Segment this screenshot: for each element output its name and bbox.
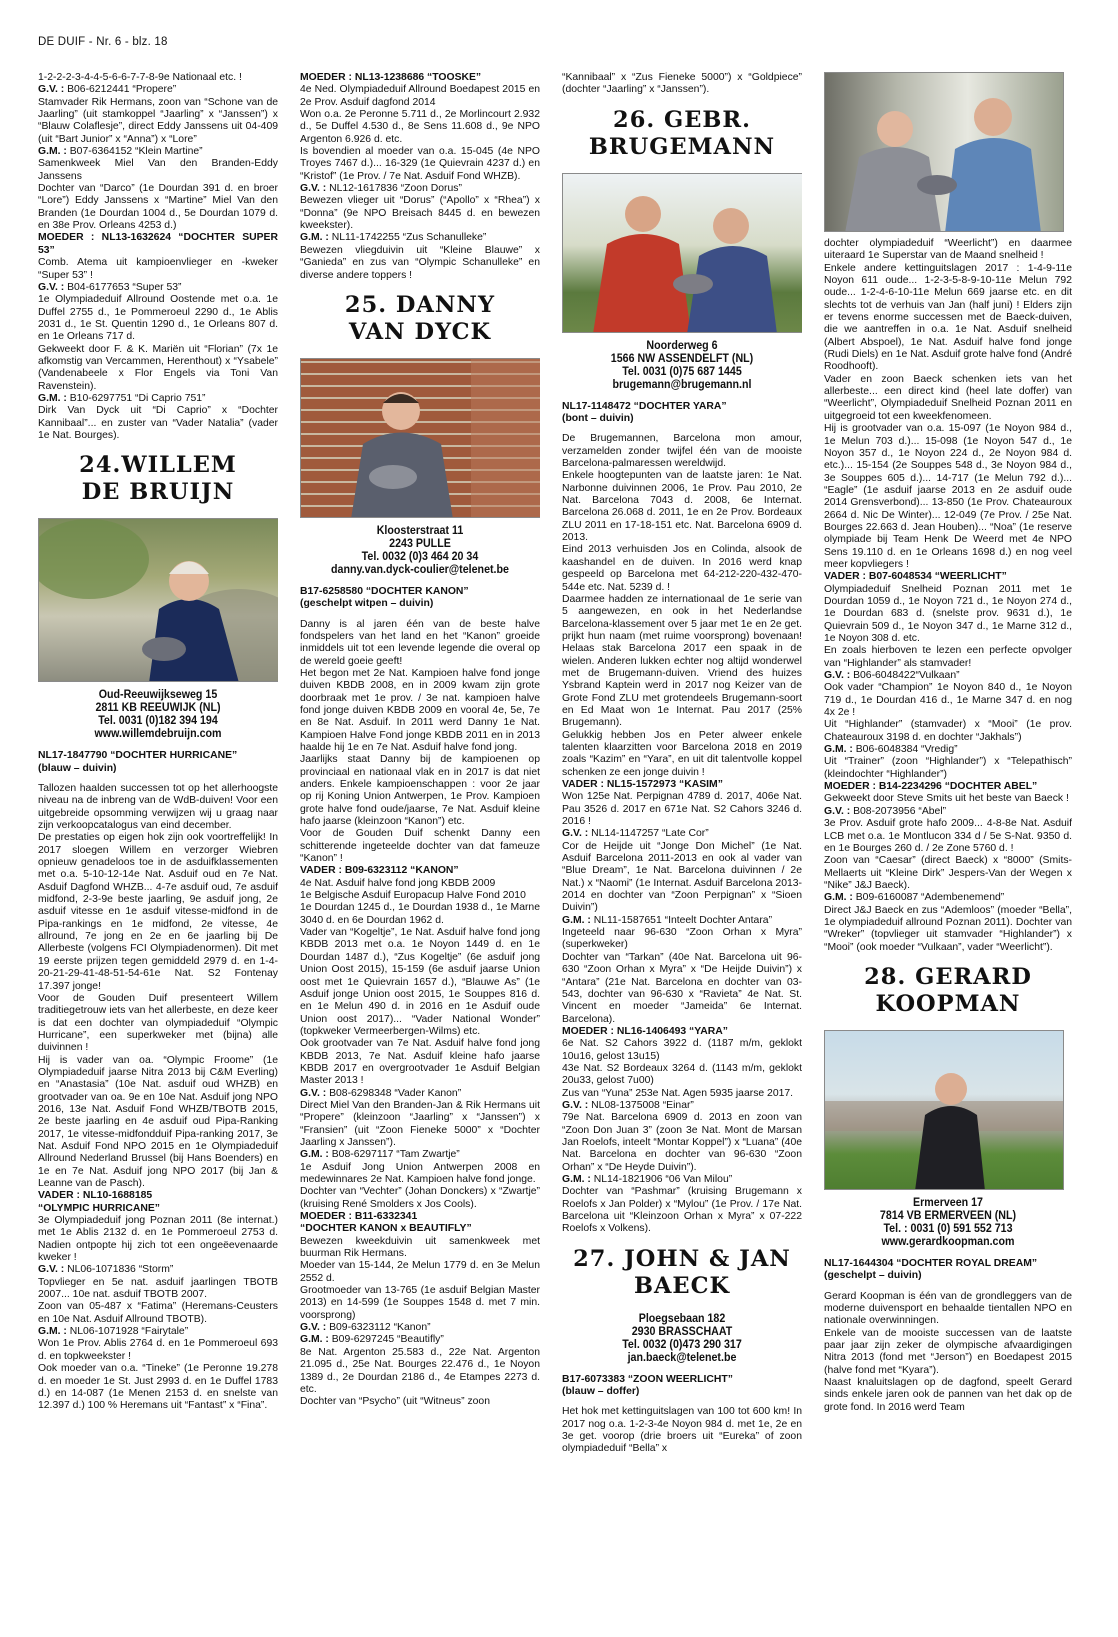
section-title-line: BAECK [633, 1272, 731, 1299]
col2-body [300, 619, 540, 1409]
paragraph: Gelukkig hebben Jos en Peter alweer enkele talenten klaarzitten voor Barcelona 2018 en 2019 zoals “Kazim” en “Yara”, en uit dit talentvolle koppel schenken ze een jonge duivin ! [562, 729, 802, 778]
paragraph-label: G.V. : [562, 1099, 592, 1111]
col4-intro [824, 238, 1072, 954]
paragraph-value: B09-6323112 “Kanon” [329, 1322, 431, 1334]
pigeon-ring: B17-6073383 “ZOON WEERLICHT” [562, 1373, 733, 1385]
email[interactable]: brugemann@brugemann.nl [612, 377, 752, 391]
address-line: 2243 PULLE [389, 536, 451, 550]
paragraph: Bewezen kweekduivin uit samenkweek met buurman Rik Hermans. [300, 1235, 540, 1260]
section-title-27 [562, 1246, 802, 1300]
pigeon-ring: B17-6258580 “DOCHTER KANON” [300, 585, 469, 597]
page-header: DE DUIF - Nr. 6 - blz. 18 [38, 36, 168, 48]
paragraph-value: B08-6298348 “Vader Kanon” [329, 1087, 462, 1099]
paragraph: Uit “Trainer” (zoon “Highlander”) x “Telepathisch” (kleindochter “Highlander”) [824, 756, 1072, 780]
paragraph: “Kannibaal” x “Zus Fieneke 5000”) x “Goldpiece” (dochter “Jaarling” x “Janssen”). [562, 72, 802, 96]
pigeon-color: (bont – duivin) [562, 413, 634, 425]
paragraph [824, 806, 1072, 818]
paragraph-label: G.V. : [38, 1264, 68, 1276]
paragraph [824, 670, 1072, 682]
paragraph: Moeder van 15-144, 2e Melun 1779 d. en 3e Melun 2552 d. [300, 1260, 540, 1284]
pigeon-color: (blauw – doffer) [562, 1386, 640, 1398]
paragraph: En zoals hierboven te lezen een perfecte opvolger van “Highlander” als stamvader! [824, 645, 1072, 669]
paragraph: dochter olympiadeduif “Weerlicht”) en daarmee uiteraard 1e Superstar van de Maand snelheid ! [824, 238, 1072, 262]
paragraph: Dirk Van Dyck uit “Di Caprio” x “Dochter Kannibaal”... en zuster van “Vader Natalia” (vader 1e Nat. Bourges). [38, 405, 278, 441]
paragraph [824, 571, 1072, 583]
paragraph: 3e Olympiadeduif jong Poznan 2011 (8e internat.) met 1e Ablis 2132 d. en 1e Pommeroeul 2753 d. Nadien ontpopte hij zich tot een ongeëevenaarde kweker ! [38, 1215, 278, 1264]
section-title-line: BRUGEMANN [588, 133, 776, 160]
paragraph [38, 232, 278, 257]
paragraph: 43e Nat. S2 Bordeaux 3264 d. (1143 m/m, geklokt 20u33, gelost 7u00) [562, 1062, 802, 1087]
paragraph: 8e Nat. Argenton 25.583 d., 22e Nat. Argenton 21.095 d., 25e Nat. Bourges 22.476 d., 1e Noyon 1389 d., 2e Dourdan 2186 d., 4e Etampes 2273 d. etc. [300, 1346, 540, 1395]
photo-illustration [563, 174, 802, 333]
photo-gebr-brugemann [562, 173, 802, 333]
paragraph-label: VADER : NL10-1688185 [38, 1190, 153, 1202]
paragraph [38, 1203, 278, 1215]
pigeon-color: (geschelpt – duivin) [824, 1270, 922, 1282]
paragraph [38, 1190, 278, 1202]
paragraph: Enkele andere kettinguitslagen 2017 : 1-4-9-11e Noyon 611 oude... 1-2-3-5-8-9-10-11e Melun 792 oude... 1-2-4-6-10-11e Melun 669 jaarse etc. en dit slechts tot de verhuis van Jan (half juni) ! Elders zijn er tevens enorme successen met de Baeck-duiven, die we aantreffen in o.a. 1e Nat. Asduif snelheid (Albert Abspoel), 1e Nat. Asduif halve fond jonge (Rudi Diels) en 1e Nat. Asduif grote halve fond (André Roodhooft). [824, 262, 1072, 373]
photo-willem-de-bruijn [38, 518, 278, 682]
paragraph: Won o.a. 2e Peronne 5.711 d., 2e Morlincourt 2.932 d., 5e Duffel 4.530 d., 8e Sens 11.608 d., 9e NPO Argenton 6.926 d. etc. [300, 109, 540, 145]
paragraph-label: VADER : NL15-1572973 “KASIM” [562, 779, 723, 790]
section-title-25 [300, 292, 540, 346]
paragraph: 4e Nat. Asduif halve fond jong KBDB 2009 [300, 877, 496, 889]
section-title-24 [38, 452, 278, 506]
website[interactable]: www.gerardkoopman.com [881, 1234, 1015, 1248]
paragraph: Won 1e Prov. Ablis 2764 d. en 1e Pommeroeul 693 d. en topkweekster ! [38, 1338, 278, 1362]
col1-body [38, 783, 278, 1413]
paragraph: Enkele hoogtepunten van de laatste jaren: 1e Nat. Narbonne duivinnen 2006, 1e Prov. Pau 2010, 2e Nat. Barcelona 7043 d. 2008, 6e Internat. Barcelona 26.068 d. 2011, 1e en 2e Prov. Bordeaux ZLU 2011 en 17-18-151 etc. Nat. Barcelona 6909 d. 2013. [562, 470, 802, 544]
paragraph-value: B09-6160087 “Adembenemend” [855, 892, 1005, 904]
paragraph: Grootmoeder van 13-765 (1e asduif Belgian Master 2013) en 14-599 (1e Souppes 1548 d. met 7 min. voorsprong) [300, 1285, 540, 1321]
pigeon-heading [562, 401, 802, 426]
paragraph: Dochter van “Pashmar” (kruising Brugemann x Roelofs x Jan Polder) x “Mylou” (1e Prov. / 17e Nat. Barcelona uit “Kleinzoon Orhan x Myra” x 07-222 Roelofs x Volkens). [562, 1186, 802, 1235]
col3-body2 [562, 1406, 802, 1455]
paragraph: Dochter van “Vechter” (Johan Donckers) x “Zwartje” (kruising René Smolders x Jos Cools). [300, 1186, 540, 1210]
paragraph-value: NL11-1587651 “Inteelt Dochter Antara” [593, 914, 773, 926]
paragraph: Zoon van 05-487 x “Fatima” (Heremans-Ceusters en 10e Nat. Asduif Allround TBOTB). [38, 1301, 278, 1325]
paragraph: Topvlieger en 5e nat. asduif jaarlingen TBOTB 2007... 10e nat. asduif TBOTB 2007. [38, 1276, 278, 1301]
address-line: 1566 NW ASSENDELFT (NL) [610, 351, 754, 365]
paragraph [38, 84, 278, 96]
pigeon-heading [300, 586, 540, 611]
section-title-line: 27. JOHN & JAN [573, 1245, 791, 1272]
paragraph: Olympiadeduif Snelheid Poznan 2011 met 1e Dourdan 1059 d., 1e Noyon 721 d., 1e Noyon 274 d., 1e Dourdan 683 d. (snelste prov. 9631 d.), 1e Quievrain 509 d., 1e Noyon 347 d., 1e Marne 312 d., 1e Noyon 308 d. etc. [824, 583, 1072, 644]
paragraph: Vader en zoon Baeck schenken iets van het allerbeste... een direct kind (heel late doffer) van “Weerlicht”, Olympiadeduif Snelheid Poznan 2011 en uitgegroeid tot een kweekfenomeen. [824, 373, 1072, 422]
paragraph-value: NL06-1071928 “Fairytale” [69, 1326, 189, 1338]
address-block [572, 339, 793, 391]
website[interactable]: www.willemdebruijn.com [94, 727, 222, 741]
address-line: Oud-Reeuwijkseweg 15 [98, 688, 218, 702]
paragraph-label: “OLYMPIC HURRICANE” [38, 1202, 161, 1214]
column-1 [38, 72, 278, 1624]
paragraph [300, 1088, 540, 1100]
photo-illustration [825, 73, 1064, 232]
col2-intro [300, 72, 540, 282]
paragraph [300, 1149, 540, 1161]
paragraph [38, 1264, 278, 1276]
paragraph: Gekweekt door F. & K. Mariën uit “Florian” (7x 1e afkomstig van Vercammen, Herenthout) x “Ysabele” (Vandenabeele x Flor Engels via Toni Van Ravenstein). [38, 343, 278, 392]
pigeon-ring: NL17-1847790 “DOCHTER HURRICANE” [38, 750, 238, 762]
col4-body [824, 1291, 1072, 1414]
paragraph: 1e Dourdan 1245 d., 1e Dourdan 1938 d., 1e Marne 3040 d. en 6e Dourdan 1962 d. [300, 902, 540, 926]
paragraph: Voor de Gouden Duif schenkt Danny een schitterende ingeteelde dochter van dat fameuze “Kanon” ! [300, 828, 540, 865]
paragraph [300, 1334, 540, 1346]
paragraph-label: G.M. : [562, 914, 594, 926]
paragraph: De prestaties op eigen hok zijn ook voortreffelijk! In 2017 sloegen Willem en verzorger Wiebren opnieuw genadeloos toe in de asduifklassementen met o.a. 5-10-12-14e Nat. Asduif oud en 7e Nat. Asduif Dagfond WHZB... 4-7e asduif oud, 7e asduif midfond, 2-3-9e beste jaarling, 9e asduif jong, 2e asduif vitesse en 1e asduif vitesse-midfond in de Pipa-rankings en 1e midfond, 2e vitesse, 4e allround, 7e jong en 2e en 6e jaarling bij De Allerbeste (volgens FCI Olympiadenormen). Dit met 19 eerste prijzen tegen gemiddeld 2979 d. en 1-4-20-21-29-41-48-51-54-61e Nat. S2 Fontenay 17.397 jonge! [38, 832, 278, 992]
paragraph [38, 393, 278, 405]
col3-intro [562, 72, 802, 97]
paragraph: Ook moeder van o.a. “Tineke” (1e Peronne 19.278 d. en moeder 1e St. Just 2993 d. en 1e Duffel 1783 d.) en 14-087 (1e Menen 2153 d. en snelste van 12.397 d.) 100 % Heremans uit “Fantast” x “Fina”. [38, 1363, 278, 1412]
paragraph [824, 744, 1072, 756]
paragraph: De Brugemannen, Barcelona mon amour, verzamelden zonder twijfel één van de mooiste Barcelona-palmaressen wereldwijd. [562, 433, 802, 470]
address-line: Ploegsebaan 182 [638, 1311, 726, 1325]
paragraph-value: B04-6177653 “Super 53” [67, 281, 182, 293]
paragraph-label: G.M. : [300, 232, 332, 244]
column-2 [300, 72, 540, 1624]
paragraph: Zus van “Yuna” 253e Nat. Agen 5935 jaarse 2017. [562, 1087, 794, 1099]
paragraph-value: B06-6048422“Vulkaan” [853, 670, 960, 682]
paragraph [38, 282, 278, 294]
paragraph: Stamvader Rik Hermans, zoon van “Schone van de Jaarling” (uit stamkoppel “Jaarling” x “Janssen”) x “Blauw Colaflesje”, direct Eddy Janssens uit 04-409 (uit “Bart Junior” x “Anna”) x “Lore” [38, 96, 278, 145]
paragraph-label: G.V. : [562, 828, 592, 840]
phone: Tel. : 0031 (0) 591 552 713 [883, 1221, 1013, 1235]
paragraph: Samenkweek Miel Van den Branden-Eddy Janssens [38, 158, 278, 182]
paragraph: Uit “Highlander” (stamvader) x “Mooi” (1e prov. Chateauroux 3198 d. en dochter “Jakhals”) [824, 719, 1072, 743]
paragraph: Jaarlijks staat Danny bij de kampioenen op provinciaal en nationaal vlak en in 2017 is dat niet anders. Enkele kampioenschappen : voor 2e jaar op rij Koning Union Antwerpen, 1e Prov. Kampioen grote halve fond oude/jaarse, 7e Nat. Asduif kleine hafo jaarse (kleinzoon “Kanon”) etc. [300, 754, 540, 828]
paragraph-label: G.M. : [300, 1334, 332, 1346]
paragraph-label: MOEDER : NL13-1632624 “DOCHTER SUPER 53” [38, 232, 278, 256]
address-line: Ermerveen 17 [913, 1195, 983, 1209]
photo-john-jan-baeck [824, 72, 1064, 232]
paragraph: Gekweekt door Steve Smits uit het beste van Baeck ! [824, 793, 1069, 805]
paragraph-label: G.V. : [300, 1322, 330, 1334]
paragraph: Eind 2013 verhuisden Jos en Colinda, alsook de kaashandel en de duiven. In 2016 werd knap gespeeld op Barcelona met 64-212-220-432-470-544e etc. Nat. 5239 d. ! [562, 544, 802, 593]
paragraph: Ook grootvader van 7e Nat. Asduif halve fond jong KBDB 2013, 7e Nat. Asduif kleine hafo jaarse KBDB 2017 en overgrootvader 1e Asduif Belgian Master 2013 ! [300, 1038, 540, 1087]
column-4 [824, 72, 1072, 1624]
paragraph-value: NL14-1147257 “Late Cor” [591, 828, 709, 840]
paragraph: Dochter van “Tarkan” (40e Nat. Barcelona uit 96-630 “Zoon Orhan x Myra” x “De Heijde Duivin”) x “Antara” (21e Nat. Barcelona en dochter van 03-543, dochter van 96-630 x “Ravieta” 4e Nat. St. Vincent en moeder “Jameida” 6e Internat. Barcelona). [562, 951, 802, 1025]
col1-intro [38, 72, 278, 442]
paragraph: Hij is grootvader van o.a. 15-097 (1e Noyon 984 d., 1e Melun 703 d.)... 15-098 (1e Noyon 547 d., 1e Noyon 357 d., 1e Noyon 224 d., 2e Noyon 984 d. etc.)... 15-154 (2e Souppes 548 d., 3e Noyon 984 d., 3e Souppes 605 d.)... 14-717 (1e Melun 792 d.)... “Eagle” (1e asduif jaarse 2013 en 2e asduif oude 2014 Grensverbond)... 13-850 (1e Prov. Chateauroux 2664 d. Nic De Winter)... 12-049 (7e Prov. / 25e Nat. Bourges 22.663 d. Jean Houben)... “Noa” (1e reserve olympiade bij Team Henk De Weerd met 4e NPO Sens 19.110 d. en 1e Orleans 1698 d.) en nog veel meer kopvliegers ! [824, 423, 1072, 570]
paragraph: 3e Prov. Asduif grote hafo 2009... 4-8-8e Nat. Asduif LCB met o.a. 1e Montlucon 334 d / 5e S-Nat. 9350 d. en 1e Bourges 260 d. / 2e Zone 5760 d. ! [824, 818, 1072, 854]
paragraph-label: G.V. : [300, 1087, 330, 1099]
paragraph-label: VADER : B09-6323112 “KANON” [300, 865, 459, 877]
section-title-line: 25. DANNY [344, 291, 496, 318]
paragraph: Het hok met kettinguitslagen van 100 tot 600 km! In 2017 nog o.a. 1-2-3-4e Noyon 984 d. met 1e, 2e en 3e get. voorop (drie broers uit “Eureka” of zoon olympiadeduif “Bella” x [562, 1406, 802, 1455]
paragraph-value: B06-6048384 “Vredig” [855, 744, 958, 756]
photo-illustration [39, 519, 278, 682]
section-title-26 [562, 107, 802, 161]
paragraph-label: G.V. : [824, 805, 854, 817]
paragraph-value: B06-6212441 “Propere” [67, 84, 177, 96]
address-block [48, 688, 269, 740]
paragraph-label: MOEDER : B14-2234296 “DOCHTER ABEL” [824, 781, 1038, 793]
paragraph: 4e Ned. Olympiadeduif Allround Boedapest 2015 en 2e Prov. Asduif dagfond 2014 [300, 84, 540, 108]
pigeon-ring: NL17-1644304 “DOCHTER ROYAL DREAM” [824, 1257, 1038, 1269]
paragraph-label: G.M. : [562, 1174, 594, 1185]
paragraph: Gerard Koopman is één van de grondleggers van de moderne duivensport en behaalde tientallen NPO en nationale overwinningen. [824, 1290, 1072, 1327]
paragraph-value: NL06-1071836 “Storm” [67, 1264, 174, 1276]
paragraph: Hij is vader van oa. “Olympic Froome” (1e Olympiadeduif jaarse Nitra 2013 bij C&M Everling) en “Anastasia” (10e Nat. asduif oud WHZB) en grootvader van oa. 9e en 10e Nat. Asduif jong NPO 2016, 13e Nat. Asduif Fond WHZB/TBOTB 2015, 2e beste jaarling en 4e asduif oud Pipa-Ranking 2017, 1e vitesse-midfondduif Pipa-ranking 2017, 3e Nat. Asduif Fond NPO 2015 en 1e Olympiadeduif Allround Nederland Brussel (bij Hans Boenders) en 1e en 7e Nat. Asduif jong NPO 2017 (bij Jan & Leanne van de Pasch). [38, 1054, 278, 1189]
photo-illustration [825, 1031, 1064, 1190]
paragraph: 1e Belgische Asduif Europacup Halve Fond 2010 [300, 890, 526, 902]
paragraph [562, 828, 802, 840]
paragraph [824, 781, 1072, 793]
paragraph [300, 1211, 540, 1223]
paragraph-label: G.V. : [38, 281, 68, 293]
phone: Tel. 0032 (0)3 464 20 34 [361, 549, 479, 563]
paragraph-value: B08-6297117 “Tam Zwartje” [331, 1149, 460, 1161]
paragraph-value: B07-6364152 “Klein Martine” [69, 146, 203, 158]
paragraph [562, 915, 802, 927]
paragraph-label: G.M. : [824, 892, 856, 904]
paragraph [824, 892, 1072, 904]
address-line: Noorderweg 6 [646, 338, 718, 352]
paragraph [300, 1322, 540, 1334]
paragraph: 79e Nat. Barcelona 6909 d. 2013 en zoon van “Zoon Don Juan 3” (zoon 3e Nat. Mont de Marsan Jan Roelofs, inteelt “Montar Koppel”) x “Luana” (40e Nat. Barcelona en dochter van 96-630 “Zoon Orhan” x “De Heyde Duivin”). [562, 1112, 802, 1173]
paragraph-label: G.M. : [38, 146, 70, 158]
paragraph: Voor de Gouden Duif presenteert Willem traditiegetrouw iets van het allerbeste, en deze keer is dat een dochter van olympiadeduif “Olympic Hurricane”, een superkweker met (bijna) alle duivinnen ! [38, 992, 278, 1054]
paragraph-value: NL12-1617836 “Zoon Dorus” [329, 183, 462, 195]
paragraph [38, 1326, 278, 1338]
paragraph [562, 1026, 802, 1038]
paragraph: Cor de Heijde uit “Jonge Don Michel” (1e Nat. Asduif Barcelona 2011-2013 en ook al vader van “Blue Dream”, 1e Nat. Barcelona duivinnen / 2e Nat.) x “Naomi” (1e Internat. Asduif Barcelona 2013-2014 en dochter van “Zoon Perpignan” x “Sioen Duivin”) [562, 840, 802, 914]
paragraph-label: G.V. : [300, 183, 330, 195]
section-title-line: DE BRUIJN [81, 479, 235, 506]
paragraph [562, 1174, 802, 1186]
photo-gerard-koopman [824, 1030, 1064, 1190]
paragraph-label: MOEDER : NL16-1406493 “YARA” [562, 1025, 728, 1037]
paragraph [38, 146, 278, 158]
section-title-line: 26. GEBR. [613, 106, 751, 133]
email[interactable]: danny.van.dyck-coulier@telenet.be [331, 562, 509, 576]
paragraph: Het begon met 2e Nat. Kampioen halve fond jonge duiven KBDB 2008, en in 2009 kwam zijn grote doorbraak met 1e prov. / 3e nat. kampioen halve fond jonge duiven KBDB 2009 en vooral 4e, 5e, 7e en 8e Nat. Asduif. In 2011 werd Danny 1e Nat. Kampioen Halve Fond jonge KBDB 2011 en in 2013 haalde hij 1e en 7e Nat. Asduif halve fond jong. [300, 667, 540, 753]
paragraph-value: NL11-1742255 “Zus Schanulleke” [331, 232, 487, 244]
paragraph: 1-2-2-2-3-4-4-5-6-6-7-7-8-9e Nationaal etc. ! [38, 72, 242, 83]
paragraph-value: B09-6297245 “Beautifly” [331, 1334, 444, 1346]
paragraph: Direct Miel Van den Branden-Jan & Rik Hermans uit “Propere” (kleinzoon “Jaarling” x “Janssen”) x “Fransien” (uit “Zoon Fieneke 5000” x “Dochter Jaarling x Janssen”). [300, 1099, 540, 1148]
paragraph-label: “DOCHTER KANON x BEAUTIFLY” [300, 1223, 472, 1235]
address-block [834, 1196, 1062, 1248]
paragraph: Bewezen vliegduivin uit “Kleine Blauwe” x “Ganieda” en zus van “Olympic Schanulleke” en diverse andere toppers ! [300, 244, 540, 281]
address-line: 2811 KB REEUWIJK (NL) [95, 701, 221, 715]
paragraph [562, 779, 802, 791]
paragraph [300, 1223, 540, 1235]
paragraph: Vader van “Kogeltje”, 1e Nat. Asduif halve fond jong KBDB 2013 met o.a. 1e Noyon 1449 d. en 1e Dourdan 1487 d.), “Zus Kogeltje” (6e asduif jong Union Oost 2015), 15-159 (6e asduif jaarse Union oost met 1e Quievrain 1657 d.), “Blauwe As” (1e Asduif jonge Union oost 2015, 1e Souppes 816 d. en 1e Melun 490 d. in 2016 en 1e Asduif oude Union oost 2017)... “Vader National Wonder” (topkweker Vermeerbergen-Wilms) etc. [300, 927, 540, 1037]
paragraph: Dochter van “Psycho” (uit “Witneus” zoon [300, 1396, 490, 1408]
pigeon-color: (blauw – duivin) [38, 762, 117, 774]
photo-danny-van-dyck [300, 358, 540, 518]
pigeon-color: (geschelpt witpen – duivin) [300, 598, 434, 610]
paragraph: 1e Asduif Jong Union Antwerpen 2008 en medewinnares 2e Nat. Kampioen halve fond jonge. [300, 1161, 540, 1185]
paragraph: Ingeteeld naar 96-630 “Zoon Orhan x Myra” (superkweker) [562, 927, 802, 951]
pigeon-ring: NL17-1148472 “DOCHTER YARA” [562, 400, 727, 412]
paragraph: Is bovendien al moeder van o.a. 15-045 (4e NPO Troyes 7467 d.)... 16-329 (1e Quievrain 4237 d.) en “Kristof” (1e Prov. / 7e Nat. Asduif Fond WHZB). [300, 146, 540, 182]
address-block [572, 1312, 793, 1364]
address-block [310, 524, 531, 576]
phone: Tel. 0031 (0)75 687 1445 [622, 364, 742, 378]
paragraph-label: MOEDER : NL13-1238686 “TOOSKE” [300, 72, 482, 83]
paragraph: Enkele van de mooiste successen van de laatste paar jaar zijn zeker de olympische afvaardigingen Nitra 2013 (fond met “Jerson”) en Boedapest 2015 (halve fond met “Kyara”). [824, 1327, 1072, 1376]
phone: Tel. 0031 (0)182 394 194 [98, 714, 218, 728]
section-title-line: KOOPMAN [875, 990, 1021, 1017]
photo-illustration [301, 359, 540, 518]
paragraph-value: B08-2073956 “Abel” [853, 805, 947, 817]
paragraph: Direct J&J Baeck en zus “Ademloos” (moeder “Bella”, 1e olympiadeduif allround Poznan 2011). Dochter van “Wreker” (topvlieger uit stamvader “Highlander”) x “Mooi” (ook moeder “Vulkaan”, vader “Weerlicht”). [824, 904, 1072, 953]
section-title-line: 28. GERARD [864, 963, 1032, 990]
paragraph-label: G.V. : [824, 670, 854, 682]
paragraph: Dochter van “Darco” (1e Dourdan 391 d. en broer “Lore”) Eddy Janssens x “Martine” Miel Van den Branden (1e Dourdan 1004 d., 5e Dourdan 1079 d. en 38e Prov. Orleans 4253 d.) [38, 183, 278, 232]
paragraph-value: NL14-1821906 “06 Van Milou” [593, 1174, 733, 1185]
address-line: 7814 VB ERMERVEEN (NL) [879, 1208, 1017, 1222]
address-line: 2930 BRASSCHAAT [631, 1324, 733, 1338]
section-title-28 [824, 964, 1072, 1018]
email[interactable]: jan.baeck@telenet.be [627, 1350, 737, 1364]
paragraph: 6e Nat. S2 Cahors 3922 d. (1187 m/m, geklokt 10u16, gelost 13u15) [562, 1038, 802, 1062]
paragraph [300, 232, 540, 244]
section-title-line: 24.WILLEM [79, 452, 237, 479]
paragraph: Ook vader “Champion” 1e Noyon 840 d., 1e Noyon 719 d., 1e Dourdan 416 d., 1e Marne 347 d. en nog 4x 2e ! [824, 682, 1072, 719]
pigeon-heading [824, 1258, 1072, 1283]
paragraph: Naast knaluitslagen op de dagfond, speelt Gerard sinds enkele jaren ook de pannen van het dak op de grote fond. In 2016 werd Team [824, 1377, 1072, 1413]
phone: Tel. 0032 (0)473 290 317 [622, 1337, 742, 1351]
paragraph [562, 1100, 802, 1112]
section-title-line: VAN DYCK [348, 318, 492, 345]
paragraph-label: G.M. : [38, 392, 70, 404]
paragraph: Comb. Atema uit kampioenvlieger en -kweker “Super 53” ! [38, 257, 278, 281]
paragraph-label: G.V. : [38, 84, 68, 96]
paragraph: Zoon van “Caesar” (direct Baeck) x “8000” (Smits-Mellaerts uit “Kleine Dirk” Jespers-Van der Wegen x “Nike” J&J Baeck). [824, 855, 1072, 891]
pigeon-heading [38, 750, 278, 775]
pigeon-heading [562, 1374, 802, 1399]
paragraph: Danny is al jaren één van de beste halve fondspelers van het land en het “Kanon” groeide inmiddels uit tot een levende legende die overal op de wereld goeie geeft! [300, 618, 540, 667]
paragraph [300, 865, 540, 877]
paragraph-value: B10-6297751 “Di Caprio 751” [69, 392, 206, 404]
paragraph: Won 125e Nat. Perpignan 4789 d. 2017, 406e Nat. Pau 3526 d. 2017 en 671e Nat. S2 Cahors 3246 d. 2016 ! [562, 791, 802, 828]
paragraph-label: G.M. : [300, 1149, 332, 1161]
paragraph: Daarmee hadden ze internationaal de 1e serie van 5 aangewezen, en ook in het Nederlandse Barcelona-klassement over 5 jaar met 1e en 2e get. prijkt hun naam (met ruime voorsprong) bovenaan! Helaas stak Barcelona 2017 een spaak in de wielen. Anderen lukken echter nog altijd wonderwel met de Brugemann-duiven. Vriend des huizes Ysbrand Kaptein werd in 2017 nog Keizer van de Grote Fond ZLU met grotendeels Brugemann-soort en Ed Maat won 1e Internat. Pau 2017 (25% Brugemann). [562, 593, 802, 729]
paragraph [300, 183, 540, 195]
paragraph-value: NL08-1375008 “Einar” [591, 1099, 694, 1111]
paragraph-label: G.M. : [824, 744, 856, 756]
address-line: Kloosterstraat 11 [376, 523, 464, 537]
paragraph-label: VADER : B07-6048534 “WEERLICHT” [824, 571, 1007, 583]
col3-body [562, 433, 802, 1235]
paragraph-label: MOEDER : B11-6332341 [300, 1211, 418, 1223]
paragraph-label: G.M. : [38, 1326, 70, 1338]
paragraph: 1e Olympiadeduif Allround Oostende met o.a. 1e Duffel 2755 d., 1e Pommeroeul 2290 d., 1e Ablis 2031 d., 1e St. Quentin 1290 d., 1e Orleans 807 d. en 1e Orleans 717 d. [38, 294, 278, 343]
paragraph: Bewezen vlieger uit “Dorus” (“Apollo” x “Rhea”) x “Donna” (9e NPO Breisach 8445 d. en bewezen kweekster). [300, 195, 540, 232]
paragraph [300, 72, 540, 84]
column-3 [562, 72, 802, 1624]
paragraph: Tallozen haalden successen tot op het allerhoogste niveau na de inbreng van de WdB-duiven! Voor een uitgebreide opsomming verwijzen wij u graag naar zijn verkoopcatalogus van eind december. [38, 783, 278, 832]
